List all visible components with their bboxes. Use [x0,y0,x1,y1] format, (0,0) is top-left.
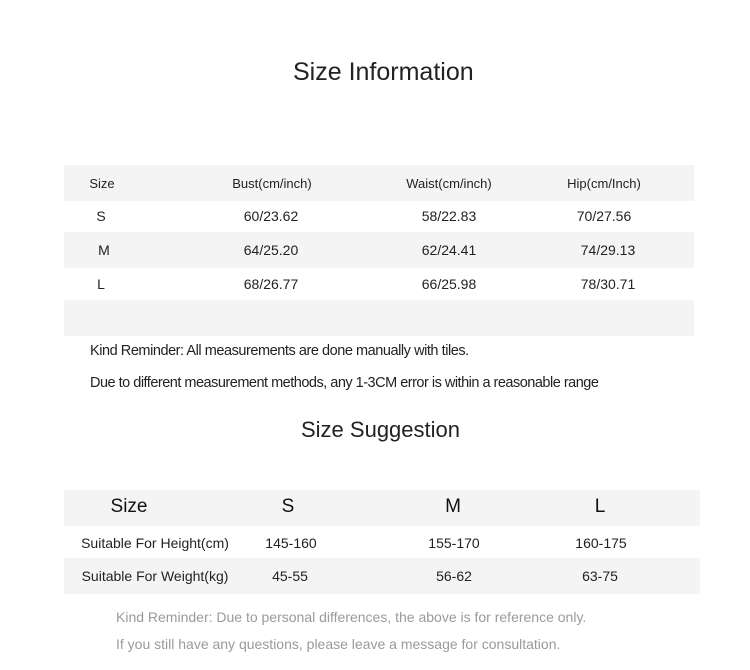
suggestion-weight-s: 45-55 [272,568,308,584]
suggestion-header-l: L [594,496,606,517]
suggestion-header-s: S [281,496,295,517]
suggestion-header-m: M [445,496,461,517]
row-s-hip: 70/27.56 [576,208,632,224]
header-waist: Waist(cm/inch) [406,176,492,191]
row-l-waist: 66/25.98 [421,276,477,292]
suggestion-height-label: Suitable For Height(cm) [81,535,229,551]
reference-reminder: Kind Reminder: Due to personal differences, the above is for reference only. [116,609,587,625]
suggestion-header-size: Size [110,496,148,517]
header-bust: Bust(cm/inch) [232,176,312,191]
row-s-bust: 60/23.62 [243,208,299,224]
suggestion-weight-label: Suitable For Weight(kg) [81,568,229,584]
measurement-error-note: Due to different measurement methods, any 1-3CM error is within a reasonable range [90,375,599,391]
consultation-note: If you still have any questions, please leave a message for consultation. [116,636,561,652]
row-l-bust: 68/26.77 [243,276,299,292]
measurement-reminder: Kind Reminder: All measurements are done manually with tiles. [90,343,469,359]
row-s-waist: 58/22.83 [421,208,477,224]
suggestion-height-m: 155-170 [428,535,480,551]
row-m-size: M [98,242,110,258]
row-l-hip: 78/30.71 [580,276,636,292]
row-m-hip: 74/29.13 [580,242,636,258]
size-suggestion-title: Size Suggestion [301,417,460,442]
row-s-size: S [96,208,106,224]
suggestion-weight-l: 63-75 [582,568,618,584]
size-information-title: Size Information [293,58,474,86]
row-m-waist: 62/24.41 [421,242,477,258]
suggestion-weight-m: 56-62 [436,568,472,584]
header-size: Size [89,176,115,191]
size-table-footer-band [64,300,694,336]
header-hip: Hip(cm/Inch) [567,176,641,191]
suggestion-height-s: 145-160 [265,535,317,551]
row-l-size: L [97,276,105,292]
row-m-bust: 64/25.20 [243,242,299,258]
suggestion-height-l: 160-175 [575,535,627,551]
